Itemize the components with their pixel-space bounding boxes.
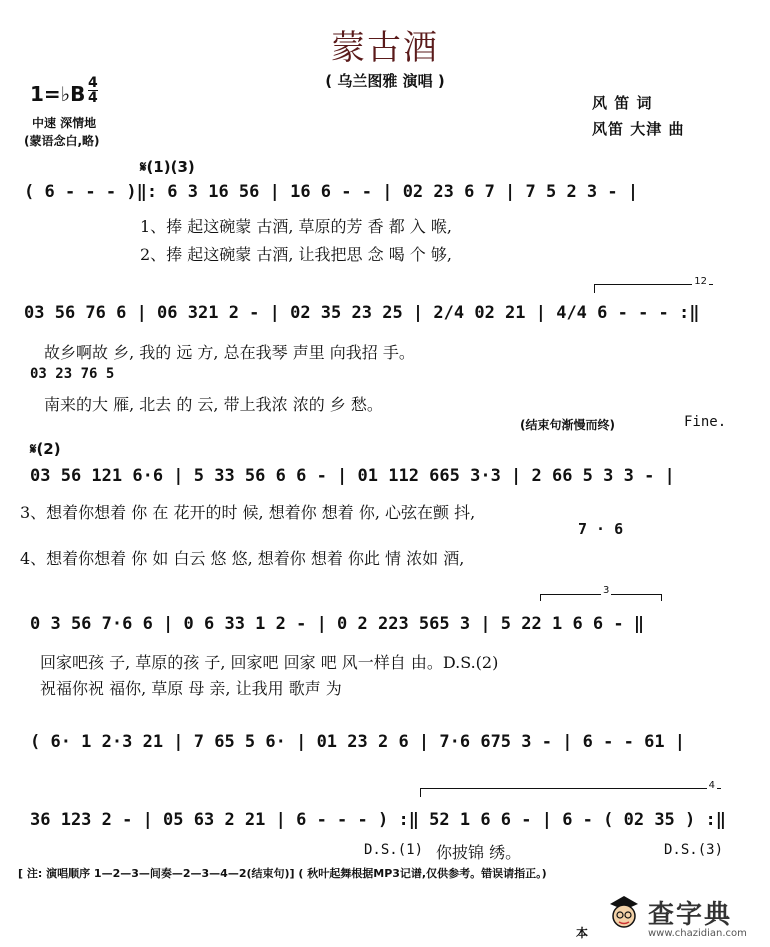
notation-line-1: ( 6 - - - )‖: 6 3 16 56 | 16 6 - - | 02 23 6 7 | 7 5 2 3 - | [24,182,639,202]
composer-credit: 风笛 大津 曲 [592,120,685,138]
segno-mark-2: 𝄋(2) [30,440,61,458]
lyric-line-4a: 回家吧孩 子, 草原的孩 子, 回家吧 回家 吧 风一样自 由。D.S.(2) [40,653,499,672]
notation-line-3: 03 56 121 6·6 | 5 33 56 6 6 - | 01 112 665 3·3 | 2 66 5 3 3 - | [30,466,675,486]
lyric-line-3b: 4、想着你想着 你 如 白云 悠 悠, 想着你 想着 你此 情 浓如 酒, [20,549,465,568]
notation-line-4: 0 3 56 7·6 6 | 0 6 33 1 2 - | 0 2 223 565 3 | 5 22 1 6 6 - ‖ [30,614,645,634]
lyric-line-1a: 1、捧 起这碗蒙 古酒, 草原的芳 香 都 入 喉, [140,217,452,236]
notation-line-2-alt: 03 23 76 5 [30,366,115,382]
tempo-marking: 中速 深情地 [32,116,97,130]
ben-char: 本 [576,926,589,940]
ds1-mark: D.S.(1) [364,842,424,858]
notation-line-2: 03 56 76 6 | 06 321 2 - | 02 35 23 25 | 2/4 02 21 | 4/4 6 - - - :‖ [24,303,700,323]
mascot-icon [604,892,644,932]
meter-top: 4 [88,75,98,91]
ds3-mark: D.S.(3) [664,842,724,858]
lyric-line-2a: 故乡啊故 乡, 我的 远 方, 总在我琴 声里 向我招 手。 [44,343,415,362]
triplet-bracket: 3 [540,594,662,601]
key-signature: 1=♭B [30,82,86,106]
fine-mark: Fine. [684,414,727,430]
page-title: 蒙古酒 [331,28,439,68]
volta-bracket-4: 4 [420,788,721,797]
meter-bottom: 4 [88,90,98,106]
notation-line-5: ( 6· 1 2·3 21 | 7 65 5 6· | 01 23 2 6 | 7·6 675 3 - | 6 - - 61 | [30,732,686,752]
lyric-line-4b: 祝福你祝 福你, 草原 母 亲, 让我用 歌声 为 [40,679,342,698]
volta-bracket-12: 12 [594,284,713,293]
segno-mark-1: 𝄋(1)(3) [140,158,195,176]
performance-note: [ 注: 演唱顺序 1—2—3—间奏—2—3—4—2(结束句)] ( 秋叶起舞根据MP3记谱,仅供参考。错误请指正。) [18,867,547,880]
lyricist-credit: 风 笛 词 [592,94,653,112]
singer-credit: ( 乌兰图雅 演唱 ) [325,72,445,90]
notation-alt-3: 7 · 6 [578,520,624,538]
lyric-line-2b: 南来的大 雁, 北去 的 云, 带上我浓 浓的 乡 愁。 [44,395,383,414]
time-signature [88,76,98,105]
intro-note: (蒙语念白,略) [24,134,100,148]
site-url: www.chazidian.com [648,928,747,939]
lyric-line-3a: 3、想着你想着 你 在 花开的时 候, 想着你 想着 你, 心弦在颤 抖, [20,503,476,522]
lyric-line-1b: 2、捧 起这碗蒙 古酒, 让我把思 念 喝 个 够, [140,245,452,264]
site-logo: 查字典 [648,900,733,930]
notation-line-6: 36 123 2 - | 05 63 2 21 | 6 - - - ) :‖ 52 1 6 6 - | 6 - ( 02 35 ) :‖ [30,810,726,830]
ending-note: (结束句渐慢而终) [520,418,615,432]
lyric-line-6: 你披锦 绣。 [436,843,522,862]
